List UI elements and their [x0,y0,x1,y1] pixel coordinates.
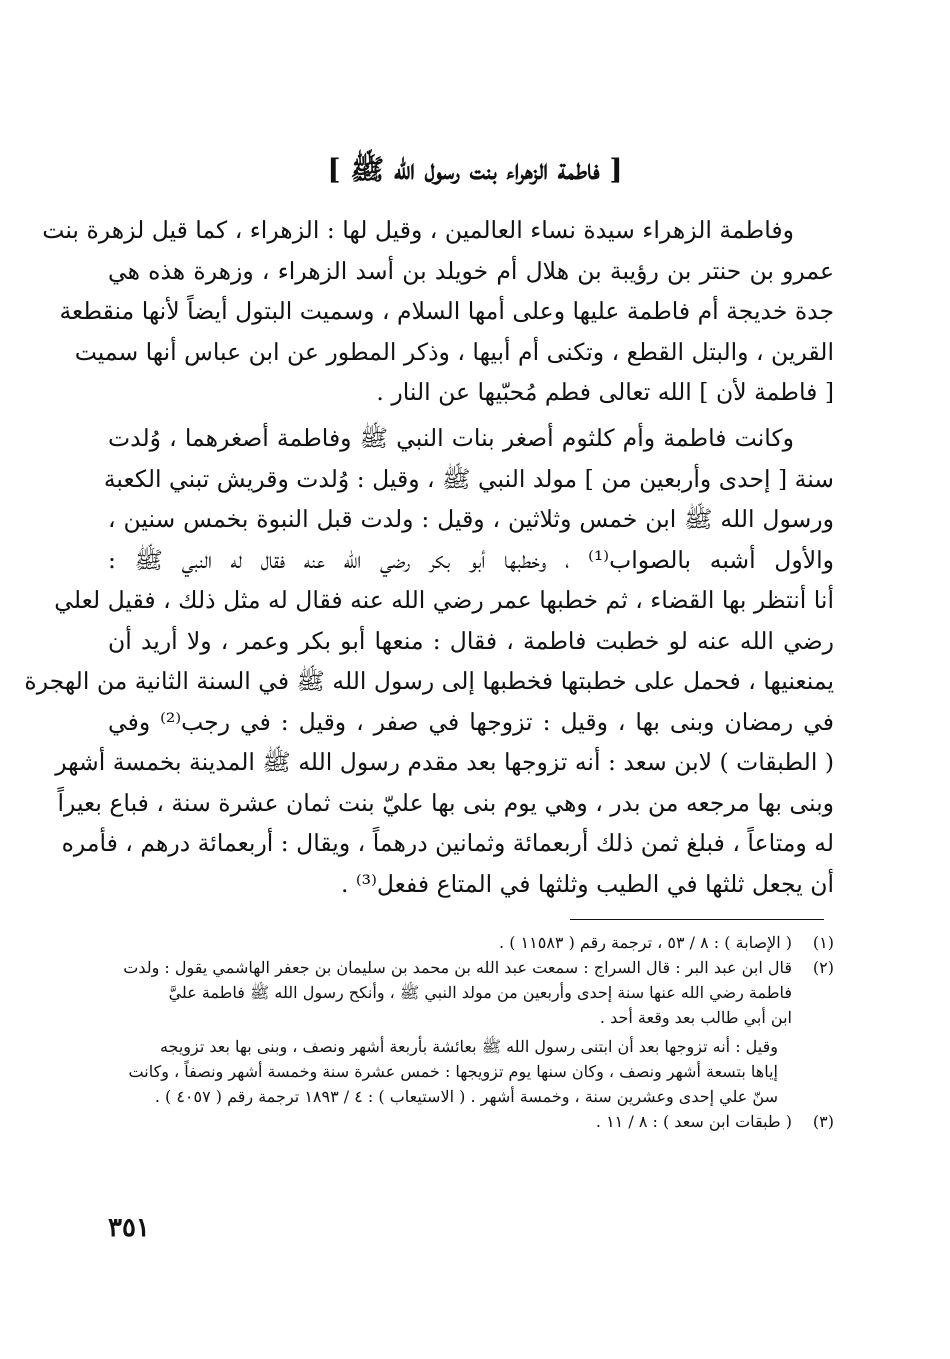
main-text [24,210,835,904]
text-line: يمنعنيها ، فحمل على خطبتها فخطبها إلى رسول الله ﷺ في السنة الثانية من الهجرة [24,667,834,695]
footnote-3 [108,1109,834,1134]
footnote-line: ( الإصابة ) : ٨ / ٥٣ ، ترجمة رقم ( ١١٥٨٣ ) . [499,933,792,952]
text-line: أن يجعل ثلثها في الطيب وثلثها في المتاع ففعل⁽³⁾ . [340,869,834,898]
text-line: له ومتاعاً ، فبلغ ثمن ذلك أربعمائة وثمانين درهماً ، ويقال : أربعمائة درهم ، فأمره [61,829,834,857]
text-line: ورسول الله ﷺ ابن خمس وثلاثين ، وقيل : ولدت قبل النبوة بخمس سنين ، [108,505,834,533]
footnote-number: (٣) [812,1112,834,1131]
text-line: جدة خديجة أم فاطمة عليها وعلى أمها السلام ، وسميت البتول أيضاً لأنها منقطعة [59,297,834,325]
text-line: وبنى بها مرجعه من بدر ، وهي يوم بنى بها عليّ بنت ثمان عشرة سنة ، فباع بعيراً [57,788,834,817]
footnotes [108,930,834,1134]
footnote-1 [108,930,834,955]
footnote-number: (١) [812,933,834,952]
text-line: في رمضان وبنى بها ، وقيل : تزوجها في صفر ، وقيل : في رجب⁽²⁾ وفي [108,707,834,736]
footnote-line: قال ابن عبد البر : قال السراج : سمعت عبد الله بن محمد بن سليمان بن جعفر الهاشمي يقول : ولدت [123,958,792,977]
paragraph-1 [42,210,834,418]
footnote-text [108,930,792,955]
footnote-line: ( طبقات ابن سعد ) : ٨ / ١١ . [595,1112,792,1131]
page-number: ٣٥١ [108,1213,150,1243]
footnote-line: سنّ علي إحدى وعشرين سنة ، وخمسة أشهر . ( الاستيعاب ) : ٤ / ١٨٩٣ ترجمة رقم ( ٤٠٥٧ ) . [154,1087,778,1106]
text-line: سنة [ إحدى وأربعين من ] مولد النبي ﷺ ، وقيل : وُلدت وقريش تبني الكعبة [103,464,834,493]
footnote-line: وقيل : أنه تزوجها بعد أن ابتنى رسول الله ﷺ بعائشة بأربعة أشهر ونصف ، وبنى بها بعد تزويجه [159,1037,778,1056]
footnote-text [108,1109,792,1134]
footnote-line: فاطمة رضي الله عنها سنة إحدى وأربعين من مولد النبي ﷺ ، وأنكح رسول الله ﷺ فاطمة عليَّ [168,983,792,1002]
footnote-number: (٢) [812,958,834,977]
text-line: وفاطمة الزهراء سيدة نساء العالمين ، وقيل لها : الزهراء ، كما قيل لزهرة بنت [42,216,794,244]
text-line: [ فاطمة لأن ] الله تعالى فطم مُحبّيها عن النار . [376,378,834,406]
footnote-separator [570,919,824,920]
footnote-line: ابن أبي طالب بعد وقعة أحد . [599,1008,792,1027]
chapter-title: [ فاطمة الزهراء بنت رسول الله ﷺ ] [327,153,623,186]
footnote-line: إياها بتسعة أشهر ونصف ، وكان سنها يوم تزويجها : خمس عشرة سنة وخمسة أشهر ونصفاً ، وكانت [128,1062,778,1081]
paragraph-2 [24,418,835,904]
text-line: رضي الله عنه لو خطبت فاطمة ، فقال : منعها أبو بكر وعمر ، ولا أريد أن [108,626,834,655]
footnote-text [108,955,792,1030]
footnote-2 [108,955,834,1030]
text-line: القرين ، والبتل القطع ، وتكنى أم أبيها ، وذكر المطور عن ابن عباس أنها سميت [74,337,834,366]
text-line: والأول أشبه بالصواب⁽¹⁾ ، وخطبها أبو بكر رضي الله عنه فقال له النبي ﷺ : [108,545,835,574]
footnote-2-continuation [108,1034,792,1109]
text-line: أنا أنتظر بها القضاء ، ثم خطبها عمر رضي الله عنه فقال له مثل ذلك ، فقيل لعلي [54,586,834,614]
text-line: ( الطبقات ) لابن سعد : أنه تزوجها بعد مقدم رسول الله ﷺ المدينة بخمسة أشهر [55,748,834,776]
text-line: وكانت فاطمة وأم كلثوم أصغر بنات النبي ﷺ وفاطمة أصغرهما ، وُلدت [108,424,794,452]
text-line: عمرو بن حنتر بن رؤيبة بن هلال أم خويلد بن أسد الزهراء ، وزهرة هذه هي [108,256,834,285]
